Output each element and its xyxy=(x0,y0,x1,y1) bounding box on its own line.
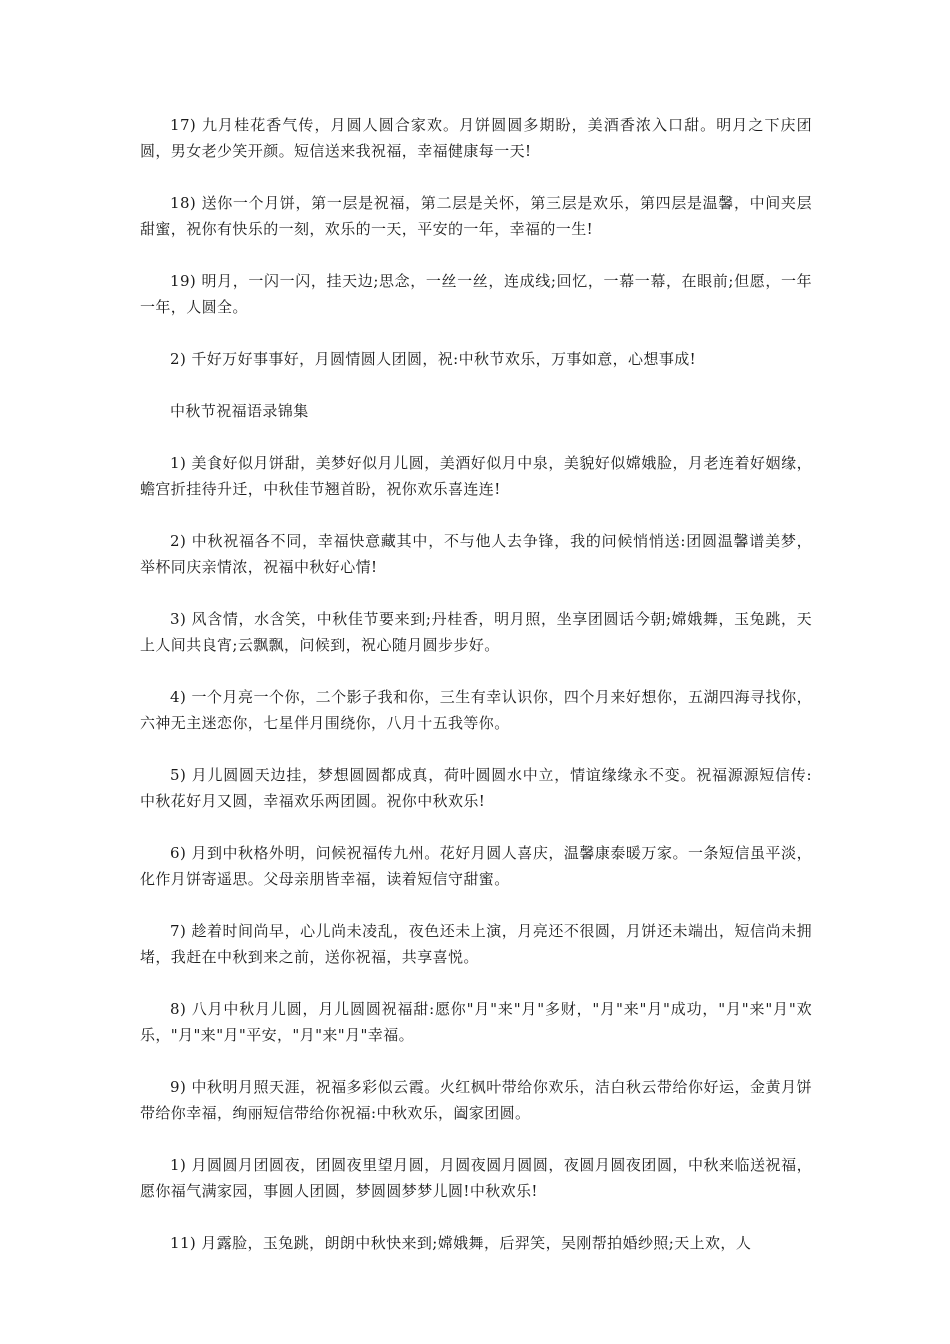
paragraph-2: 2) 千好万好事事好，月圆情圆人团圆，祝:中秋节欢乐，万事如意，心想事成! xyxy=(170,350,697,368)
list-item-6: 6) 月到中秋格外明，问候祝福传九州。花好月圆人喜庆，温馨康泰暖万家。一条短信虽平淡，化作月饼寄遥思。父母亲朋皆幸福，读着短信守甜蜜。 xyxy=(140,844,812,888)
list-item-8: 8) 八月中秋月儿圆，月儿圆圆祝福甜:愿你"月"来"月"多财，"月"来"月"成功，"月"来"月"欢乐，"月"来"月"平安，"月"来"月"幸福。 xyxy=(140,1000,812,1044)
paragraph-18: 18) 送你一个月饼，第一层是祝福，第二层是关怀，第三层是欢乐，第四层是温馨，中间夹层甜蜜，祝你有快乐的一刻，欢乐的一天，平安的一年，幸福的一生! xyxy=(140,194,812,238)
list-item-10: 1) 月圆圆月团圆夜，团圆夜里望月圆，月圆夜圆月圆圆，夜圆月圆夜团圆，中秋来临送祝福，愿你福气满家园，事圆人团圆，梦圆圆梦梦儿圆!中秋欢乐! xyxy=(140,1156,812,1200)
list-item-5: 5) 月儿圆圆天边挂，梦想圆圆都成真，荷叶圆圆水中立，情谊缘缘永不变。祝福源源短信传:中秋花好月又圆，幸福欢乐两团圆。祝你中秋欢乐! xyxy=(140,766,812,810)
section-heading: 中秋节祝福语录锦集 xyxy=(170,402,309,420)
list-item-7: 7) 趁着时间尚早，心儿尚未凌乱，夜色还未上演，月亮还不很圆，月饼还未端出，短信尚未拥堵，我赶在中秋到来之前，送你祝福，共享喜悦。 xyxy=(140,922,812,966)
list-item-3: 3) 风含情，水含笑，中秋佳节要来到;丹桂香，明月照，坐享团圆话今朝;嫦娥舞，玉兔跳，天上人间共良宵;云飘飘，问候到，祝心随月圆步步好。 xyxy=(140,610,812,654)
list-item-4: 4) 一个月亮一个你，二个影子我和你，三生有幸认识你，四个月来好想你，五湖四海寻找你，六神无主迷恋你，七星伴月围绕你，八月十五我等你。 xyxy=(140,688,812,732)
list-item-1: 1) 美食好似月饼甜，美梦好似月儿圆，美酒好似月中泉，美貌好似嫦娥脸，月老连着好姻缘，蟾宫折挂待升迁，中秋佳节翘首盼，祝你欢乐喜连连! xyxy=(140,454,812,498)
document-body xyxy=(140,112,812,1282)
paragraph-17: 17) 九月桂花香气传，月圆人圆合家欢。月饼圆圆多期盼，美酒香浓入口甜。明月之下庆团圆，男女老少笑开颜。短信送来我祝福，幸福健康每一天! xyxy=(140,116,812,160)
list-item-9: 9) 中秋明月照天涯，祝福多彩似云霞。火红枫叶带给你欢乐，洁白秋云带给你好运，金黄月饼带给你幸福，绚丽短信带给你祝福:中秋欢乐，阖家团圆。 xyxy=(140,1078,812,1122)
list-item-2: 2) 中秋祝福各不同，幸福快意藏其中，不与他人去争锋，我的问候悄悄送:团圆温馨谱美梦，举杯同庆亲情浓，祝福中秋好心情! xyxy=(140,532,812,576)
list-item-11: 11) 月露脸，玉兔跳，朗朗中秋快来到;嫦娥舞，后羿笑，吴刚帮拍婚纱照;天上欢，人 xyxy=(170,1234,752,1252)
paragraph-19: 19) 明月，一闪一闪，挂天边;思念，一丝一丝，连成线;回忆，一幕一幕，在眼前;但愿，一年一年，人圆全。 xyxy=(140,272,812,316)
